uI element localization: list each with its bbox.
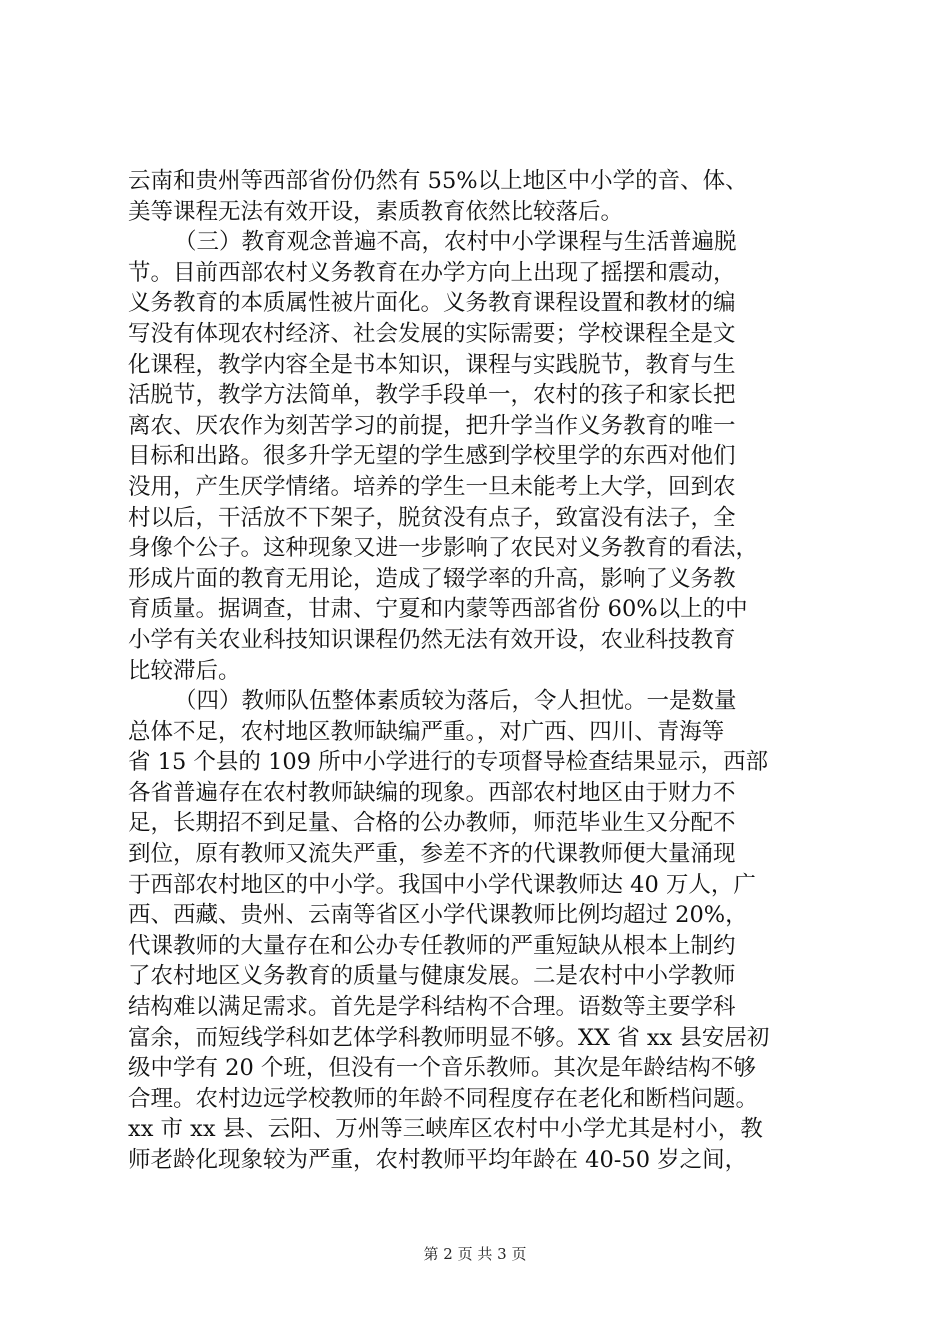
text-line: 离农、厌农作为刻苦学习的前提，把升学当作义务教育的唯一 <box>128 412 736 439</box>
text-line: 各省普遍存在农村教师缺编的现象。西部农村地区由于财力不 <box>128 779 736 806</box>
text-line: 代课教师的大量存在和公办专任教师的严重短缺从根本上制约 <box>128 932 736 959</box>
text-line: 没用，产生厌学情绪。培养的学生一旦未能考上大学，回到农 <box>128 473 736 500</box>
text-line: 西、西藏、贵州、云南等省区小学代课教师比例均超过 20%， <box>128 902 748 929</box>
text-line: 村以后，干活放不下架子，脱贫没有点子，致富没有法子，全 <box>128 504 736 531</box>
text-line: 足，长期招不到足量、合格的公办教师，师范毕业生又分配不 <box>128 810 736 837</box>
text-line: 比较滞后。 <box>128 657 241 684</box>
text-line: 省 15 个县的 109 所中小学进行的专项督导检查结果显示，西部 <box>128 749 769 776</box>
text-line: 小学有关农业科技知识课程仍然无法有效开设，农业科技教育 <box>128 626 736 653</box>
text-line: 富余，而短线学科如艺体学科教师明显不够。XX 省 xx 县安居初 <box>128 1024 770 1051</box>
text-line: 师老龄化现象较为严重，农村教师平均年龄在 40-50 岁之间， <box>128 1147 748 1173</box>
text-line: 育质量。据调查，甘肃、宁夏和内蒙等西部省份 60%以上的中 <box>128 596 748 623</box>
text-line: 活脱节，教学方法简单，教学手段单一，农村的孩子和家长把 <box>128 382 736 409</box>
text-line: 了农村地区义务教育的质量与健康发展。二是农村中小学教师 <box>128 963 736 990</box>
text-line: 化课程，教学内容全是书本知识，课程与实践脱节，教育与生 <box>128 351 736 378</box>
page-number-label: 第 2 页 共 3 页 <box>423 1245 527 1263</box>
section-heading-line: （三）教育观念普遍不高，农村中小学课程与生活普遍脱 <box>174 229 737 256</box>
text-line: 合理。农村边远学校教师的年龄不同程度存在老化和断档问题。 <box>128 1085 759 1112</box>
text-line: 级中学有 20 个班，但没有一个音乐教师。其次是年龄结构不够 <box>128 1055 756 1082</box>
text-line: 目标和出路。很多升学无望的学生感到学校里学的东西对他们 <box>128 443 736 470</box>
section-heading-line: （四）教师队伍整体素质较为落后，令人担忧。一是数量 <box>174 688 737 715</box>
text-line: 美等课程无法有效开设，素质教育依然比较落后。 <box>128 198 624 225</box>
text-line: 形成片面的教育无用论，造成了辍学率的升高，影响了义务教 <box>128 565 736 592</box>
page-footer <box>0 1244 950 1264</box>
text-line: 云南和贵州等西部省份仍然有 55%以上地区中小学的音、体、 <box>128 168 748 194</box>
text-line: 义务教育的本质属性被片面化。义务教育课程设置和教材的编 <box>128 290 736 317</box>
document-body <box>128 166 828 1176</box>
text-line: 到位，原有教师又流失严重，参差不齐的代课教师便大量涌现 <box>128 841 736 868</box>
text-line: 节。目前西部农村义务教育在办学方向上出现了摇摆和震动， <box>128 259 736 286</box>
text-line: 写没有体现农村经济、社会发展的实际需要；学校课程全是文 <box>128 320 736 347</box>
text-line: 结构难以满足需求。首先是学科结构不合理。语数等主要学科 <box>128 994 736 1021</box>
text-line: 总体不足，农村地区教师缺编严重。，对广西、四川、青海等 <box>128 718 725 745</box>
text-line: xx 市 xx 县、云阳、万州等三峡库区农村中小学尤其是村小，教 <box>128 1116 763 1143</box>
text-line: 身像个公子。这种现象又进一步影响了农民对义务教育的看法， <box>128 535 759 562</box>
text-line: 于西部农村地区的中小学。我国中小学代课教师达 40 万人，广 <box>128 871 756 898</box>
